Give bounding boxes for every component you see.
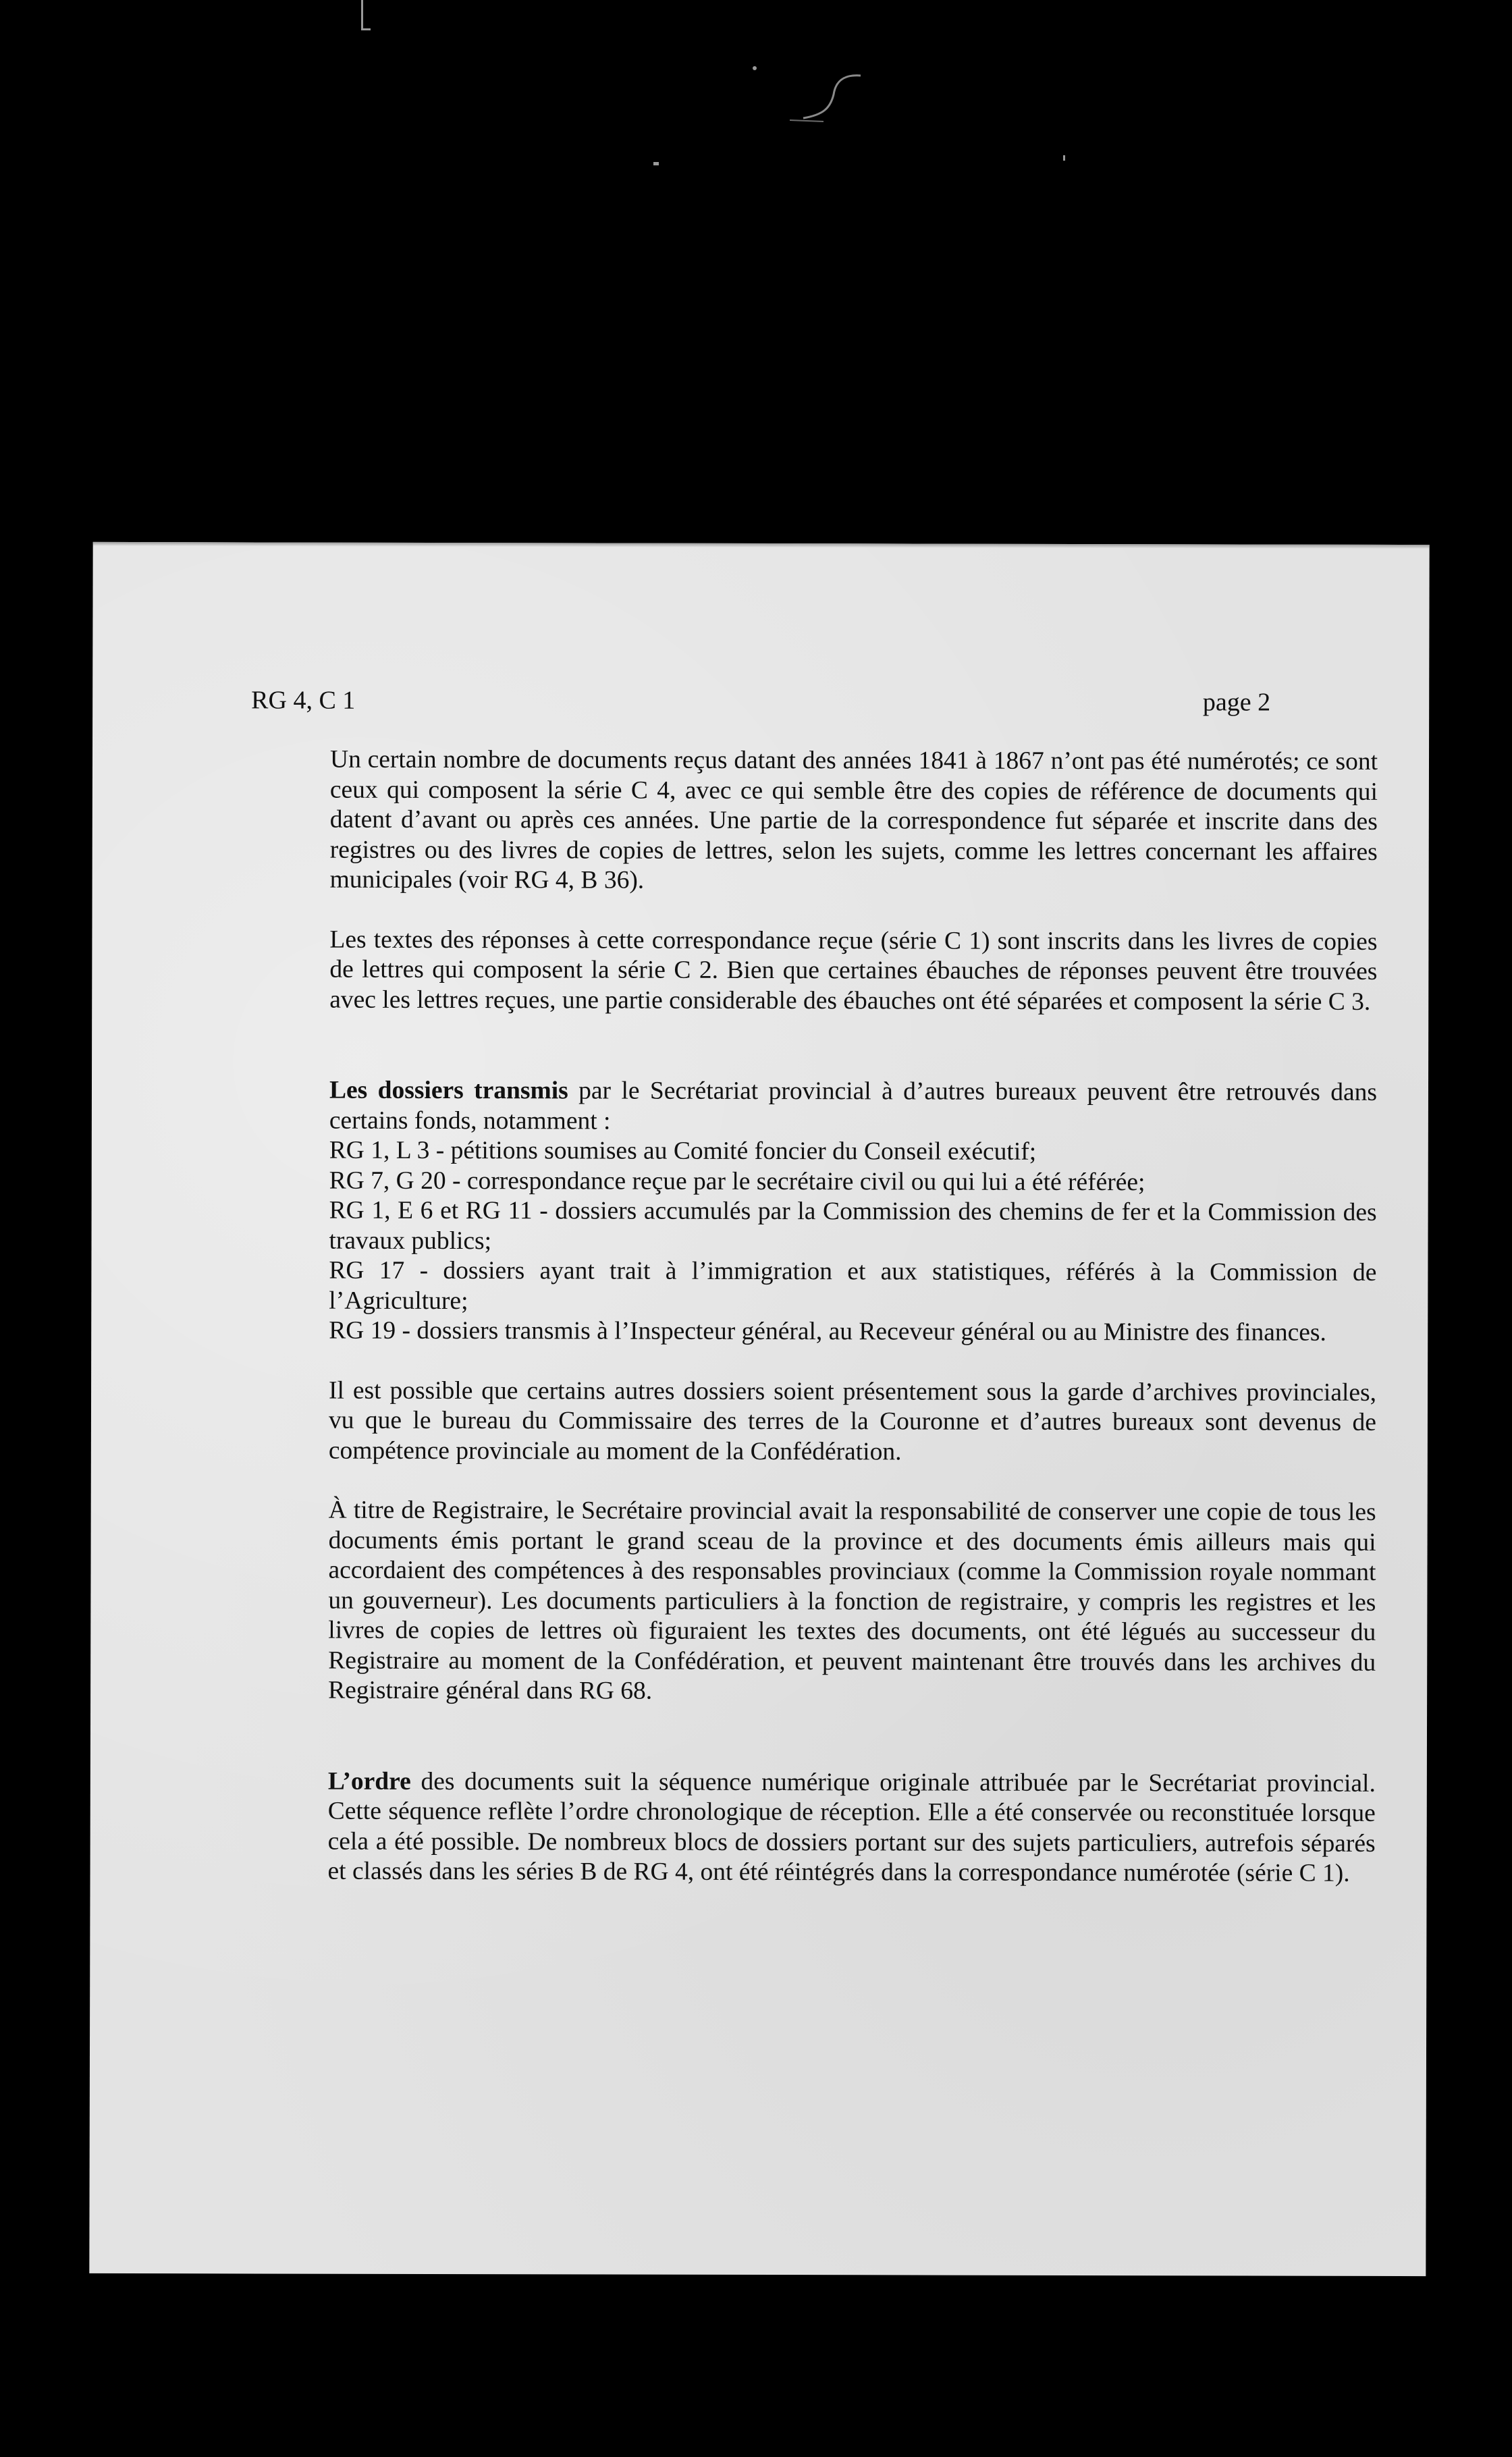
page-number: page 2 [1202,688,1271,717]
list-item: RG 19 - dossiers transmis à l’Inspecteur général, au Receveur général ou au Ministre des finances. [329,1316,1326,1347]
paragraph-registrar: À titre de Registraire, le Secrétaire provincial avait la responsabilité de conserver une copie de tous les documents émis portant le grand sceau de la province et des documents émis ailleurs mais qui accordaient des compétences à des responsables provinciaux (comme la Commission royale nommant un gouverneur). Les documents particuliers à la fonction de registraire, y compris les registres et les livres de copies de lettres où figuraient les textes des documents, ont été légués au successeur du Registraire au moment de la Confédération, et peuvent maintenant être trouvés dans les archives du Registraire général dans RG 68. [328,1496,1376,1705]
list-item: RG 7, G 20 - correspondance reçue par le secrétaire civil ou qui lui a été référée; [329,1166,1145,1196]
paragraph-transmitted-files [329,1076,1377,1349]
paragraph-unnumbered-documents: Un certain nombre de documents reçus datant des années 1841 à 1867 n’ont pas été numérotés; ce sont ceux qui composent la série C 4, avec ce qui semble être des copies de référence de documents qui datent d’avant ou après ces années. Une partie de la correspondence fut séparée et inscrite dans des registres ou des livres de copies de lettres, selon les sujets, comme les lettres concernant les affaires municipales (voir RG 4, B 36). [329,745,1378,894]
list-item: RG 17 - dossiers ayant trait à l’immigration et aux statistiques, référés à la Commission de l’Agriculture; [329,1256,1377,1315]
paragraph-replies: Les textes des réponses à cette correspondance reçue (série C 1) sont inscrits dans les livres de copies de lettres qui composent la série C 2. Bien que certaines ébauches de réponses peuvent être trouvées avec les lettres reçues, une partie considerable des ébauches ont été séparées et composent la série C 3. [329,925,1378,1016]
heading-order: L’ordre [327,1767,411,1796]
scan-scribble [783,68,864,128]
list-item: RG 1, L 3 - pétitions soumises au Comité foncier du Conseil exécutif; [329,1136,1037,1166]
scan-mark [361,28,371,30]
list-item: RG 1, E 6 et RG 11 - dossiers accumulés par la Commission des chemins de fer et la Commission des travaux publics; [329,1196,1377,1255]
order-text: des documents suit la séquence numérique originale attribuée par le Secrétariat provincial. Cette séquence reflète l’ordre chronologique de réception. Elle a été conservée ou reconstituée lorsque cela a été possible. De nombreux blocs de dossiers portant sur des sujets particuliers, autrefois séparés et classés dans les séries B de RG 4, ont été réintégrés dans la correspondance numérotée (série C 1). [327,1767,1376,1887]
transmitted-files-intro: par le Secrétariat provincial à d’autres bureaux peuvent être retrouvés dans certains fonds, notamment : [329,1077,1378,1135]
scan-mark [1063,155,1065,161]
reference-code: RG 4, C 1 [251,686,356,715]
fonds-list [329,1136,1377,1349]
page-header [251,685,1270,721]
document-page [89,542,1429,2276]
scan-mark [361,0,363,30]
paragraph-order [328,1766,1376,1889]
paragraph-provincial-archives: Il est possible que certains autres dossiers soient présentement sous la garde d’archives provinciales, vu que le bureau du Commissaire des terres de la Couronne et d’autres bureaux sont devenus de compétence provinciale au moment de la Confédération. [328,1376,1377,1465]
page-edge [93,542,1430,549]
scan-mark [753,66,757,70]
scan-mark [653,162,659,165]
heading-transmitted-files: Les dossiers transmis [329,1076,568,1105]
document-body [328,745,1378,1889]
